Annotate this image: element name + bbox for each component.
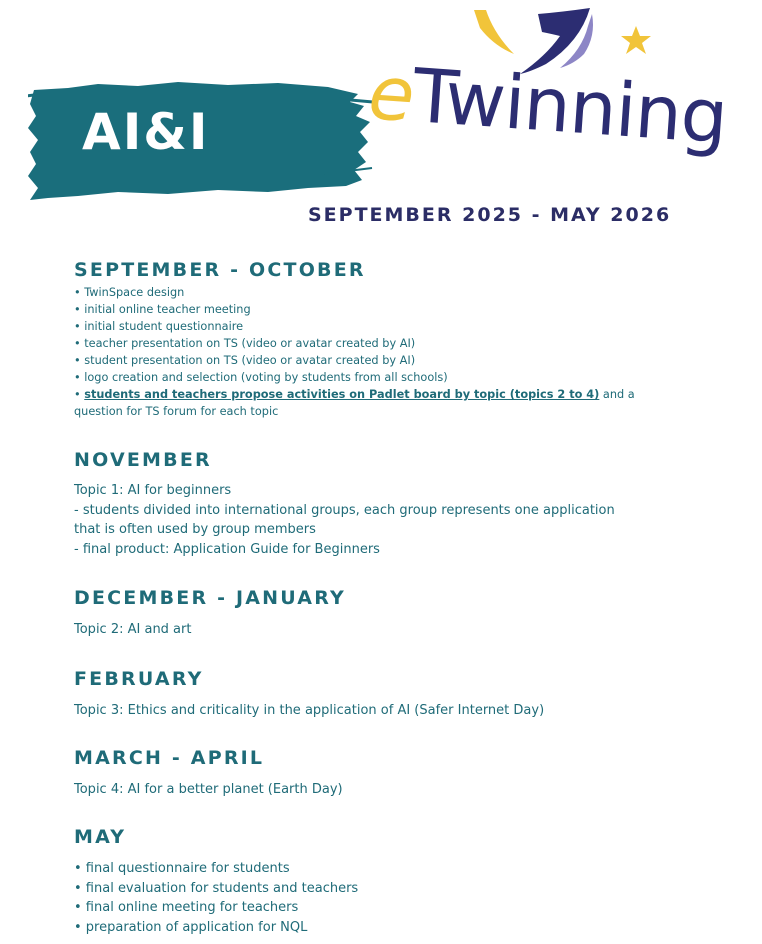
list-item: • preparation of application for NQL xyxy=(74,919,308,935)
padlet-rest-text: and a question for TS forum for each topic xyxy=(74,388,635,418)
project-title: AI&I xyxy=(82,103,210,161)
list-item: • teacher presentation on TS (video or avatar created by AI) xyxy=(74,337,416,350)
list-item: • final online meeting for teachers xyxy=(74,900,299,915)
mar-apr-text: Topic 4: AI for a better planet (Earth Day) xyxy=(74,782,343,797)
list-item-padlet xyxy=(74,386,644,420)
logo-yellow-swoosh xyxy=(474,10,514,54)
list-item: • final questionnaire for students xyxy=(74,861,290,876)
list-item: • final evaluation for students and teachers xyxy=(74,880,359,896)
list-item: • initial online teacher meeting xyxy=(74,303,251,316)
star-icon xyxy=(621,26,651,54)
bullet: • xyxy=(74,388,85,401)
section-title-may: MAY xyxy=(74,826,127,848)
dec-jan-text: Topic 2: AI and art xyxy=(74,622,192,637)
february-text: Topic 3: Ethics and criticality in the application of AI (Safer Internet Day) xyxy=(74,703,545,718)
sep-oct-list xyxy=(74,284,644,420)
list-item: • logo creation and selection (voting by students from all schools) xyxy=(74,371,448,384)
padlet-link[interactable]: students and teachers propose activities on Padlet board by topic (topics 2 to 4) xyxy=(84,388,600,401)
november-text xyxy=(74,481,644,559)
section-title-mar-apr: MARCH - APRIL xyxy=(74,747,265,769)
list-item: • student presentation on TS (video or avatar created by AI) xyxy=(74,354,416,367)
list-item: • TwinSpace design xyxy=(74,286,185,299)
november-line: - final product: Application Guide for Beginners xyxy=(74,541,380,557)
list-item: • initial student questionnaire xyxy=(74,320,244,333)
date-range: SEPTEMBER 2025 - MAY 2026 xyxy=(308,204,672,226)
section-title-dec-jan: DECEMBER - JANUARY xyxy=(74,587,346,609)
section-title-november: NOVEMBER xyxy=(74,449,212,471)
logo-e: e xyxy=(365,49,417,139)
section-title-sep-oct: SEPTEMBER - OCTOBER xyxy=(74,259,366,281)
november-line: - students divided into international groups, each group represents one application that is often used by group members xyxy=(74,502,615,537)
november-line: Topic 1: AI for beginners xyxy=(74,483,232,498)
section-title-february: FEBRUARY xyxy=(74,668,204,690)
logo-twinning: Twinning xyxy=(410,53,730,161)
may-list xyxy=(74,859,644,937)
